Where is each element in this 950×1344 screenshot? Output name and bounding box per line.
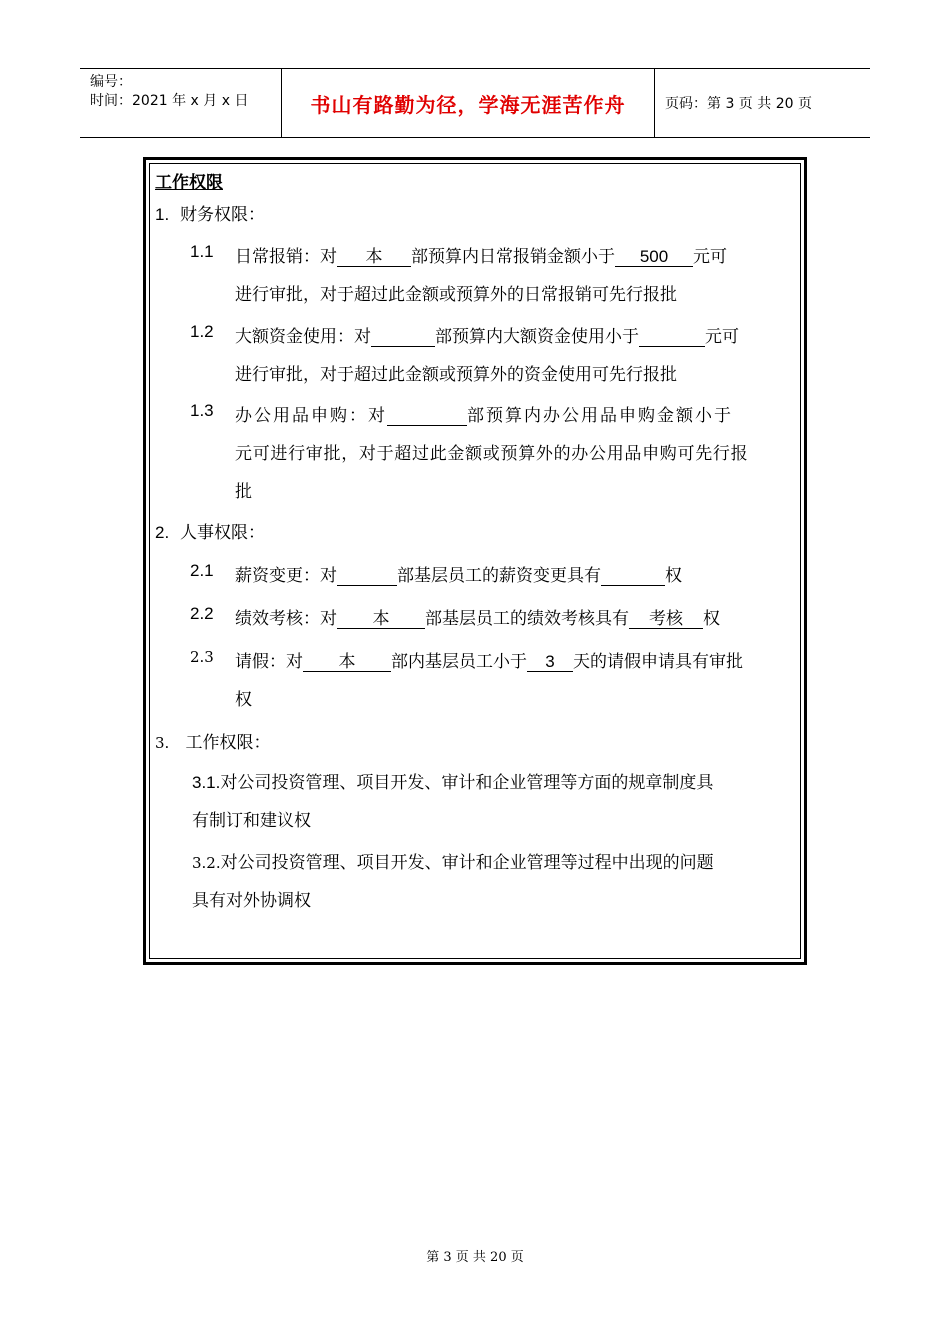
section-2-heading: [155, 518, 265, 543]
item-1-2-line1: [235, 322, 739, 347]
item-2-3-dept-field: 本: [303, 653, 391, 672]
item-1-3-line1: [235, 401, 733, 426]
item-3-2-line1: [192, 848, 714, 873]
item-3-1-number: 3.1.: [192, 773, 221, 792]
page-footer: 第 3 页 共 20 页: [426, 1250, 524, 1265]
item-1-2-number: 1.2: [190, 322, 214, 341]
item-2-1-text-c: 权: [665, 566, 682, 586]
item-2-1-text-b: 部基层员工的薪资变更具有: [397, 566, 601, 586]
section-2-number: 2.: [155, 523, 170, 542]
item-3-1-line2: 有制订和建议权: [192, 811, 311, 831]
item-2-2-right-field: 考核: [629, 610, 703, 629]
item-1-3-line2: 元可进行审批，对于超过此金额或预算外的办公用品申购可先行报: [235, 444, 749, 464]
section-3-title: 工作权限：: [185, 733, 271, 753]
item-1-3-line3: 批: [235, 482, 252, 502]
item-2-3-line2: 权: [235, 690, 252, 710]
item-3-1-line1: [192, 768, 713, 793]
item-3-2-number: 3.2.: [192, 854, 221, 872]
section-1-number: 1.: [155, 205, 170, 224]
item-1-3-dept-field: [387, 407, 467, 426]
item-2-1-line1: [235, 561, 682, 586]
item-2-1-dept-field: [337, 567, 397, 586]
section-3-number: 3.: [155, 734, 170, 752]
section-title: 工作权限: [155, 173, 223, 193]
item-2-2-text-b: 部基层员工的绩效考核具有: [425, 609, 629, 629]
item-2-2-line1: [235, 604, 720, 629]
section-2-title: 人事权限：: [180, 523, 265, 543]
item-2-3-text-b: 部内基层员工小于: [391, 652, 527, 672]
item-3-2-line2: 具有对外协调权: [192, 891, 311, 911]
item-1-1-line1: [235, 242, 727, 267]
item-1-1-dept-field: 本: [337, 248, 411, 267]
section-3-heading: [155, 728, 271, 753]
header-meta: [80, 69, 282, 137]
item-1-1-amount-field: 500: [615, 248, 693, 267]
item-1-1-text-a: 日常报销：对: [235, 247, 337, 267]
item-2-1-text-a: 薪资变更：对: [235, 566, 337, 586]
item-1-2-text-b: 部预算内大额资金使用小于: [435, 327, 639, 347]
page-number-label: 页码：第 3 页 共 20 页: [665, 96, 812, 112]
motto: 书山有路勤为径，学海无涯苦作舟: [282, 69, 655, 137]
item-2-2-text-a: 绩效考核：对: [235, 609, 337, 629]
item-2-3-line1: [235, 647, 743, 672]
item-1-2-text-c: 元可: [705, 327, 739, 347]
time-label: 时间：2021 年 x 月 x 日: [90, 93, 249, 109]
item-1-1-line2: 进行审批，对于超过此金额或预算外的日常报销可先行报批: [235, 285, 677, 305]
item-2-3-number: 2.3: [190, 648, 214, 666]
item-2-1-number: 2.1: [190, 561, 214, 580]
section-1-heading: [155, 200, 265, 225]
item-1-2-amount-field: [639, 328, 705, 347]
item-1-1-text-b: 部预算内日常报销金额小于: [411, 247, 615, 267]
number-label: 编号：: [90, 74, 132, 90]
item-2-3-days-field: 3: [527, 653, 573, 672]
item-1-2-line2: 进行审批，对于超过此金额或预算外的资金使用可先行报批: [235, 365, 677, 385]
item-3-1-text: 对公司投资管理、项目开发、审计和企业管理等方面的规章制度具: [220, 773, 714, 793]
item-1-3-number: 1.3: [190, 401, 214, 420]
item-2-3-text-a: 请假：对: [235, 652, 303, 672]
item-1-3-text-a: 办公用品申购：对: [235, 406, 387, 426]
item-1-1-number: 1.1: [190, 242, 214, 261]
item-2-2-number: 2.2: [190, 604, 214, 623]
section-1-title: 财务权限：: [180, 205, 265, 225]
item-2-2-dept-field: 本: [337, 610, 425, 629]
item-2-2-text-c: 权: [703, 609, 720, 629]
item-1-2-text-a: 大额资金使用：对: [235, 327, 371, 347]
item-1-1-text-c: 元可: [693, 247, 727, 267]
item-2-3-text-c: 天的请假申请具有审批: [573, 652, 743, 672]
page-header: [80, 68, 870, 138]
item-1-2-dept-field: [371, 328, 435, 347]
item-2-1-right-field: [601, 567, 665, 586]
item-1-3-text-b: 部预算内办公用品申购金额小于: [467, 406, 733, 426]
item-3-2-text: 对公司投资管理、项目开发、审计和企业管理等过程中出现的问题: [220, 853, 714, 873]
